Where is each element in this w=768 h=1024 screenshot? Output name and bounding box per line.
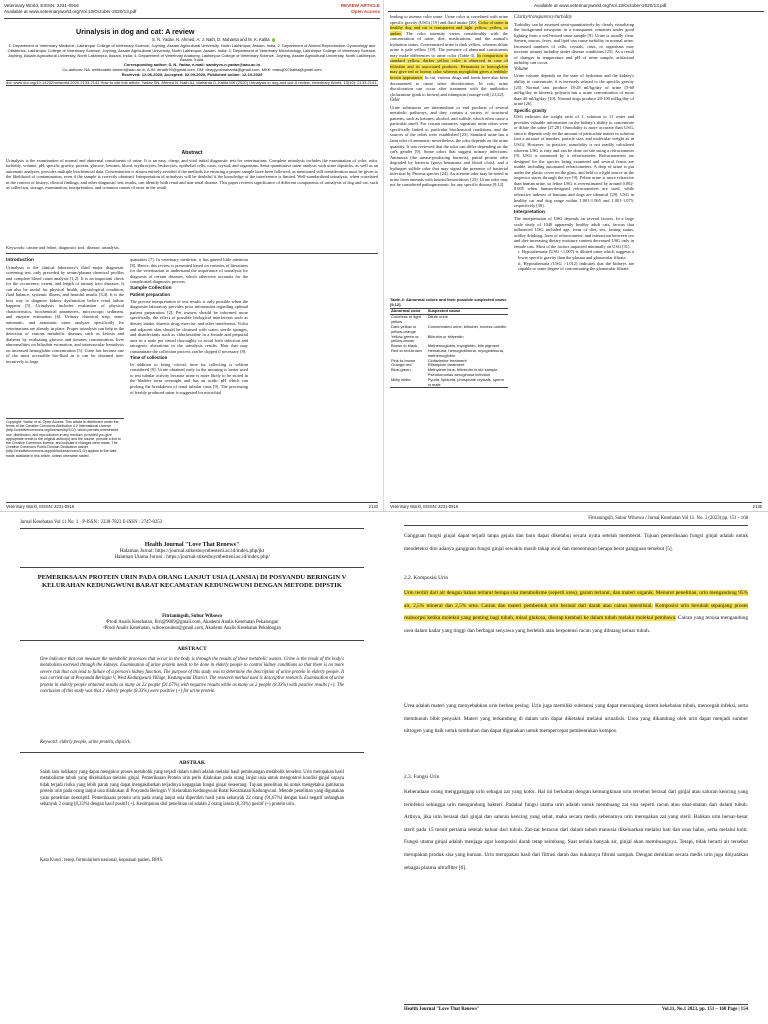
paper-title: PEMERIKSAAN PROTEIN URIN PADA ORANG LANJUT USIA (LANSIA) DI POSYANDU BERINGIN V KELURAHAN KEDUNGWUNI BARAT KECAMATAN KEDUNGWUNI DENGAN METODE DIPSTIK [37,574,347,590]
page-divider-horizontal [0,511,768,512]
page-footer [390,502,762,509]
journal-link-1[interactable]: Halaman Jurnal: https://journal.stikesbuymbesteni.ac.id/index.php/jkt [119,548,265,555]
volume-text: Urine volume depends on the state of hydration and the kidney's ability to concentrate; it is inversely related to the specific gravity [25]. Normal cats produce 18-28 ml/kg/day of urine (5-60 ml/kg/day in kittens); polyuria has a urine concentration of more than 40 ml/kg/day [10]. Normal dogs produce 20-100 ml/kg/day of urine [26]. [514,73,634,107]
table-cell: Methylene blue, biliverdin in old sample, Pseudomonas aeruginosa infection [427,367,499,377]
header-rule [4,18,380,19]
table-cell: Yellow-green or yellow-brown [391,333,419,344]
interpretation-heading: Interpretation [514,209,545,215]
highlighted-color-normal: Color of urine in healthy dog and cat is transparent and light yellow, yellow, or amber. [390,19,508,36]
table-cell: Milky white [391,376,411,382]
author-names: Fitrianingsih, Subur Wibowo [162,614,222,619]
table-row [390,378,508,388]
table-header-color: Abnormal color [390,308,427,315]
journal-name: Veterinary World, EISSN: 2231-0916 [4,3,79,8]
table-cell: Red to red-brown [391,347,422,353]
journal-box [20,542,364,561]
paper-authors [20,614,364,633]
license-note: Copyright: Yadav, et al. Open Access. This article is distributed under the terms of the Creative Commons Attribution 4.0 International License (http://creativecommons.org/licenses/by/4.0/), which permits unrestricted use, distribution, and reproduction in any medium, provided you give appropriate credit to the original author(s) and the source, provide a link to the Creative Commons license, and indicate if changes were made. The Creative Commons Public Domain Dedication waiver (http://creativecommons.org/publicdomain/zero/1.0/) applies to the data made available in this article, unless otherwise stated. [6,418,124,458]
urea-paragraph: Urea adalah materi yang menyebabkan urin berbau pesing. Urin juga memiliki substansi yang dapat menunjang sistem kekebalan tubuh, mencegah infeksi, serta membunuh bibit penyakit. Materi yang terkandung di dalam urin dapat diketahui melalui urinalisis. Urea yang dikandung oleh urin dapat menjadi sumber nitrogen yang baik untuk tumbuhan dan dapat digunakan untuk mempercepat pembentukan kompos. [404,703,748,735]
journal-url: Available at www.veterinaryworld.org/Vol.13/October-2020/13.pdf [4,8,137,14]
abstract-id-heading: ABSTRAK [178,760,206,766]
function-paragraph: Keberadaan orang mengganggap urin sebagai zat yang kotor. Hal ini berkaitan dengan kemungkinan urin tersebut berasal dari ginjal atau saluran kencing yang terinfeksi sehingga urin mengandung bakteri. Padahal fungsi utama urin adalah untuk membuang zat sisa seperti racun atau obat-obatan dari dalam tubuh. Artinya, jika urin berasal dari ginjal dan saluran kencing yang sehat, maka secara medis sebenarnya urin merupakan zat yang steril. Bahkan urin bersar-besar steril pada 15 menit pertama setelah keluar dari tubuh. Zat-zat beracun dari dalam tubuh manusia dikeluarkan melalui hati dan usus halus, serta melalui kulit. Fungsi utama ginjal adalah menjaga agar komposisi darah tetap seimbang. Saat terlalu banyak air, ginjal akan membuangnya. Tetapi, tidak berarti air tersebut merupakan produk sisa yang buruan. Urin merupakan hasil dari filtrasi darah dan bukannya filtrasi sampah. Dengan demikian secara medis urin juga dinyatakan sebagai plasma ultrafilter [6]. [404,789,748,871]
table-cell: Colorless or light yellow [391,314,421,325]
patient-prep-text: The precise interpretation of test results is only possible when the diagnostic laboratory provides prior information regarding optimal patient preparation [2]. Pet owners should be informed more specifically, the effect of possible biological interferents such as dietary intake, diuretic drug, exercise, and other interferents. Vulva and adjacent skin should be cleansed with water, sterile sponges, and disinfectants such as chlorhexidine in a female and preputial area in a male pet rinsed thoroughly to avoid both infection and iatrogenic alterations in the urinalysis results. Hair that may contaminate the collection process can be clipped if necessary [8]. [130,298,248,354]
composition-text: Cairan yang tersisa mengandung urea dalam kadar yang tinggi dan berbagai senyawa yang berlebih atau berpotensi racun yang dibuang keluar tubuh. [404,615,749,634]
intro-column [6,257,124,417]
color-text-c: In cat, various drugs and foods have also been documented to cause urine discoloration. In cats, urine discoloration can occur after treatment with the antibiotics clofazimine (pink to brown) and rifampicin (orange-red) [21,22]. [390,75,508,97]
abnormal-color-table [390,308,508,389]
corresponding-author: Corresponding author: S. N. Yadav, e-mail: sambyvs.n.yadav@aau.ac.in [123,62,261,68]
affiliations [6,44,378,86]
footer-journal: Veterinary World, EISSN: 2231-0916 [6,504,75,509]
received-dates: Received: 12-06-2020, Accepted: 02-09-2020, Published online: 12-10-2020 [121,71,263,77]
table-cell: Pyuria, lipiduria, phosphate crystals, sperm in male [427,376,504,387]
table-cell: Dark yellow or yellow-orange [391,323,417,334]
highlighted-composition-b: Komposisi urin berubah sepanjang proses reabsorpsi ketika molekul yang penting bagi tubuh, misal glukosa, diserap kembali ke dalam tubuh melalui molekul pembawa. [404,602,748,622]
highlighted-color-abnormal: In comparison to standard yellow, darker yellow color is observed in case of bilirubin and its associated products. Hematuria or hemoglobin may give red or brown color whereas myoglobin gives a reddish-brown appearance. [390,52,508,81]
journal-link-2[interactable]: Halaman Utama Jurnal : https://journal.stikesbuymbesteni.ac.id/index.php/ [114,554,270,561]
color-text-a: leading to intense color urine. Urine color is correlated with urine specific gravity (USG) [19] and fluid intake [20]. [390,14,508,25]
table-cell: Pink to brown [391,357,416,363]
sample-collection-heading: Sample Collection [130,285,172,291]
clarity-heading: Clarity/transparency/turbidity [514,15,572,20]
intro-text: Urinalysis is the clinical laboratory's third major diagnostic screening test, only preceded by serum/plasma chemical profiles and complete blood count analysis [1,2]. It is an important check for the occurrence, extent, and length of urinary tract diseases. It can also be useful for physical health, physiological condition, fluid balance, systemic illness, and harmful insults [3,4]. It is the best way to diagnose kidney dysfunction before renal failure happens [5]. Urinalysis includes evaluation of physical characteristics, biochemical parameters, microscopic sediment, and enzyme estimation [6]. Urinary chemical strip, semi-automatic, and automatic urine analyzer specifically for veterinarians are already in place. Proper urinalysis can help in the detection of various metabolic diseases such as ketosis and diabetes by evaluating glucose and ketones concentration, liver abnormalities on bilirubin estimation, and intravascular hemolysis on increased hemoglobin concentration [5]. Urine has become one of the most accessible bio-fluid as it can be obtained non-invasively in large [6,264,124,364]
article-type-badge [341,3,380,14]
abstract-text: Urinalysis is the examination of normal and abnormal constituents of urine. It is an easy, cheap, and vital initial diagnostic test for veterinarians. Complete urinalysis includes the examination of color, odor, turbidity, volume, pH, specific gravity, protein, glucose, ketones, blood, erythrocytes, leukocytes, epithelial cells, casts, crystal, and organisms. Semi-quantitative urine analysis with urine dipsticks, as well as an automatic analyzer, provides multiple biochemical data. Concentration is almost entirely avoided if the methods for ensuring a proper sample have been followed, as mentioned still consideration must be given to the likelihood of contamination, even if the sample is correctly obtained. Interpretation of urinalysis will be doubtful if the knowledge of the interference is limited. Well-standardized urinalysis, when correlated in the context of history, clinical findings, and other diagnostic test results, can identify both renal and non-renal disease. This paper reviews significance of different components of urinalysis of dog and cat, such as collection, storage, examination, interpretation, and common causes of error in the result. [6,158,378,191]
page-header-url: Available at www.veterinaryworld.org/Vol.13/October-2020/13.pdf [534,3,667,8]
article-page-2133 [0,0,384,512]
journal-issue-header: Jurnal Kesehatan Vol 11 No. 1 · P-ISSN : 2338-7823 E-ISSN : 2747-0253 [20,520,163,525]
page-number: Vol.11, No.1 2023, pp. 151 – 168 Page | 154 [661,1007,748,1012]
intro-heading: Introduction [6,258,34,263]
author-names: S. N. Yadav, N. Ahmed, A. J. Nath, D. Mahanta and M. K. Kalita [152,37,270,42]
odor-text: Urine substances are intermediate or end products of several metabolic pathways, and they contain a variety of structural patterns, such as ketones, alcohol, and sulfide, which often cause a particular smell. For certain instances, signature urine odors were specifically linked to particular biochemical conditions, and the sources of the odors were established [23]. Standard urine has a faint odor of ammonia; nevertheless, the odor depends on the urine quantity. It was reviewed that the odor can differ depending on the cat's gender [9]. Some odors that suggest urinary infections: Ammonia (the urease-producing bacteria), putrid protein odor degraded by bacteria (gross hematuria and blood clots), and a hydrogen sulfide odor that may signal the presence of bacterial infection by Proteus species [24]. An acetone odor may be noted in urine from animals with ketosis/ketoacidosis [25]. Urine odor may not be considered pathognomonic for any specific disease [9,12]. [390,104,508,188]
box-rule [20,567,364,568]
journal-box-title: Health Journal "Love That Renews" [144,542,240,548]
color-odor-column [390,14,508,296]
divider-rule [20,752,364,753]
abstract-heading: Abstract [181,150,203,156]
middle-column [130,257,248,499]
time-collection-text: In addition to being critical, time for collecting is seldom considered [9]. Urine obtained early in the morning is better used to test tubular activity because urine is more likely to be stored in the bladder form overnight and has an acidic pH which can prolong the breakdown of renal tubular casts [9]. The processing of freshly produced urine is suggested for microbial [130,361,248,395]
odor-heading: Odor [390,98,401,104]
interpretation-item-ii: ii. Hyposthenuria (USG >1.012) indicates that the kidneys are capable to some degree of concentrating the glomerular filtrate. [518,260,634,272]
review-article-label: REVIEW ARTICLE [340,3,380,8]
page-number: 2135 [752,504,762,509]
table-3 [390,298,508,388]
abstract-rule [6,253,378,254]
specific-gravity-heading: Specific gravity [514,107,547,113]
table-cell: Dilute urine [427,314,448,320]
table-cell: Rifampicin treatment [427,362,465,368]
header-rule [388,11,764,12]
footer-journal: Health Journal "Love That Renews" [404,1007,480,1012]
table-cell: Blue-green [391,367,411,373]
open-access-label: Open Access [351,8,380,14]
table-cell: Orange-red [391,362,412,368]
keywords-id: Kata Kunci: resep, formularium nasional, kepuasan pasien, BPJS. [40,858,164,863]
clarity-sg-column [514,14,634,494]
indonesian-paper-page-154 [384,512,768,1024]
table-cell: Bilirubin or biliverdin [427,333,464,339]
abstract-en-heading: ABSTRACT [177,646,207,652]
table-caption: Table-3: Abnormal colors and their possible suspected cause [9,12]. [390,297,507,307]
highlighted-composition-a: Urin terdiri dari air dengan bahan terlarut berupa sisa metabolisme (seperti urea), garam terlarut, dan materi organik. Menurut penelitian, urin mengandung 95% air, 2,5% mineral dan 2,5% urea. Cairan dan materi pembentuk urin berasal dari darah atau cairan interstisial. [404,590,748,609]
section-2-2-heading: 2.2. Komposisi Urin [404,575,449,581]
page-footer [6,502,378,509]
doi-citation[interactable]: doi: www.doi.org/10.14202/vetworld.2020.2133-2141 How to cite this article: Yadav SN, Ahmed N, Nath AJ, Mahanta D, Kalita MK (2020) Urinalysis in dog and cat: A review, Veterinary World, 13(10): 2133-2141. [6,79,378,85]
journal-header [4,3,136,14]
color-text-b: The color intensity varies considerably with the concentration of urine, diet, medications, and the animal's hydration status. Concentrated urine is dark yellow, whereas dilute urine is pale yellow [18]. The presence of abnormal constituents may make differences to urine color (Table-3). [390,30,508,58]
table-cell: Hematuria, hemoglobinuria, myoglobinuria, methemoglobin [427,347,504,358]
coauthors: Co-authors: NA: nekibuddin.ahmed@aau.ac.in, AJN: drnath76@gmail.com, DM: deepjyotimahanta@gmail.com, MKK: manoj007kalita@gmail.com [62,66,322,72]
intro-paragraph: Gangguan fungsi ginjal dapat terjadi tanpa gejala dan baru dapat diketahui secara nyata setelah memberat. Tujuan pemeriksaan fungsi ginjal adalah untuk mendeteksi dini adanya gangguan fungsi ginjal sewaktu masih tahap awal dan menentukan berapa berat gangguan tersebut [5]. [404,533,748,552]
page-divider-vertical [383,0,384,512]
specific-gravity-text: USG indicates the weight ratio of 1, solution to 11 water and provides valuable information on the kidney's ability to concentrate or dilute the urine [27,28]. Osmolality is more accurate than USG, since it depends only on the amount of particulate matter in solution (not a mixture of number, particle size, and molecular weight as in USG). However, in practice, osmolality is not readily calculated whereas USG is easy and can be done on-site using a refractometer [9]. USG is measured by a refractometer. Refractometers are designed for the species being examined and several forms are usable, including automated refractometers. A drop of urine is put under the plastic cover on the glass, and held to a light source as the inspector stares through the eye [9]. Feline urine is more refractive than human urine, so feline USG is overestimated by around 0.002-0.005 when human-designed refractometers are used, while refractive indexes of humans and dogs are identical [29]. USG in healthy cat and dog range within 1.001-1.065 and 1.001-1.075, respectively [30]. [514,114,634,209]
keywords-en: Keyword: elderly people, urine protein, dipstick. [40,740,132,745]
keywords: Keywords: canine and feline, diagnostic tool, disease, urinalysis. [6,245,120,250]
clarity-text: Turbidity can be assessed semi-quantitatively by clearly visualizing the background newsprint in a transparent container under good lighting from a well-mixed urine sample [9]. Urine is usually clear. Semen, mucus, feces, and lipid can cause turbidity in normal urine. Increased numbers of cells, crystals, casts, or organisms may increase urinary turbidity under disease conditions [25]. As a result of changes in temperature and pH of urine sample, artifactual turbidity can occur. [514,21,634,66]
article-page-2135 [384,0,768,512]
table-cell: Methemoglobin, myoglobin, bile pigment [427,343,500,349]
intro-continued: quantities [7]. In veterinary medicine, it has gained little attention [8]. Hence, this review is presented based on varieties of literatures for the veterinarian to understand the importance of urinalysis for diagnosis of certain diseases, which otherwise accounts for the complicated diagnostic process. [130,257,248,285]
header-rule [20,528,364,529]
time-collection-heading: Time of collection [130,355,168,361]
article-title: Urinalysis in dog and cat: A review [76,27,195,36]
interpretation-item-i: i. Hyposthenuria (USG <1.007) is diluted urine which suggests a lower specific gravity than the plasma and glomerular filtrate. [518,249,634,260]
page-footer [404,1004,748,1012]
table-header-cause: Suspected cause [427,308,508,315]
footer-journal: Veterinary World, EISSN: 2231-0916 [390,504,459,509]
patient-prep-heading: Patient preparation [130,292,171,298]
affiliation-2: ²Prodi Analis Kesehatan, wibowosubur@gmail.com, Akademi Analis Kesehatan Pekalongan [103,626,281,632]
page-number: 2133 [368,504,378,509]
divider-rule [20,640,364,641]
author-list [152,37,276,42]
table-cell: Brown to black [391,343,418,349]
running-header: Fitrianingsih, Subur Wibowo / Jurnal Kesehatan Vol 11. No. 1 (2023) pp. 151 - 168 [588,516,748,521]
interpretation-text: The interpretation of USG depends on several factors. In a large scale study of 1040 apparently healthy adult cats, factors that influenced USG included age, form of diet, sex, fasting status, acidity drinking, form of refractometer, and interaction between sex and diet-increasing dietary moisture content decreased USG only in female cats. Most of the factors impacted minimally on USG [31]. [514,216,634,249]
volume-heading: Volume [514,66,529,72]
indonesian-paper-first-page [0,512,384,1024]
composition-paragraph [404,587,748,637]
table-cell: Clofazimine treatment [427,357,467,363]
header-rule [404,525,748,526]
section-2-3-heading: 2.3. Fungsi Urin [404,774,440,780]
affiliation-text: 1. Department of Veterinary Medicine, Lakhimpur College of Veterinary Science, Joyhing, Assam Agricultural University, North Lakhimpur, Assam, India; 2. Department of Animal Reproduction Gynecology and Obstetrics, Lakhimpur College of Veterinary Science, Joyhing, Assam Agricultural University, North Lakhimpur, Assam, India; 3. Department of Veterinary Microbiology, Lakhimpur College of Veterinary Science, Joyhing, Assam Agricultural University, North Lakhimpur, Assam, India; 4. Department of Veterinary Anatomy, Lakhimpur College of Veterinary Science, Joyhing, Assam Agricultural University, North Lakhimpur, Assam, India. [7,43,377,63]
affiliation-1: ¹Prodi Analis Kesehatan, fitri@9069@gmail.com, Akademi Analis Kesehatan Pekalongan [105,620,279,626]
abstract-id-text: Salah satu indikator yang dapat mengukur proses metabolik yang terjadi dalam tubuh adalah melalui hasil pembuangan metabolik tersebut. Urin merupakan hasil metabolisme tubuh yang dikeluarkan melalui ginjal. Pemeriksaan Protein urin perlu dilakukan pada orang lanjut usia untuk mengontrol kondisi ginjal supaya tidak terjadi risiko yang lebih parah yang dapat mengakibatkan terjadinya kegagalan fungsi ginjal seseorang. Tujuan penelitian ini untuk mengetahui gambaran protein urin pada orang lanjut usia dilakukan di Posyandu Beringin V Kelurahan Kedungwuni Barat Kecamatan Kedungwuni. Metode penelitian yang digunakan yaitu penelitian deskriptif. Pemeriksaan protein urin pada orang lanjut usia diperoleh hasil yaitu sebanyak 22 orang (91,67%) dengan hasil negatif sedangkan sebanyak 2 orang (8,33%) dengan hasil positif (+). Kesimpulan dari penelitian ini adalah 2 orang lansia (8,33%) positif (+) protein urin. [40,770,344,808]
orcid-icon[interactable] [272,38,276,42]
abstract-en-text: One indicator that can measure the metabolic processes that occur in the body is through the results of these metabolic wastes. Urine is the result of the body's metabolism excreted through the kidneys. Examination of urine protein needs to be done in elderly people to control kidney conditions so that there is no more severe risk that can lead to failure of a person's kidney function. The purpose of this study was to determine the description of urine protein in elderly people. It was carried out at Posyandu Beringin V, West Kedungwuni Village, Kedungwuni District. The research method used is descriptive research. Examination of urine protein in elderly people obtained results as many as 22 people (91.67%) with negative results while as many as 2 people (8.33%) with positive results (+). The conclusion of this study was that 2 elderly people (8.33%) were positive (+) for urine protein. [40,657,344,695]
table-cell: Concentrated urine, bilirubin, excess urobilin [427,323,507,329]
